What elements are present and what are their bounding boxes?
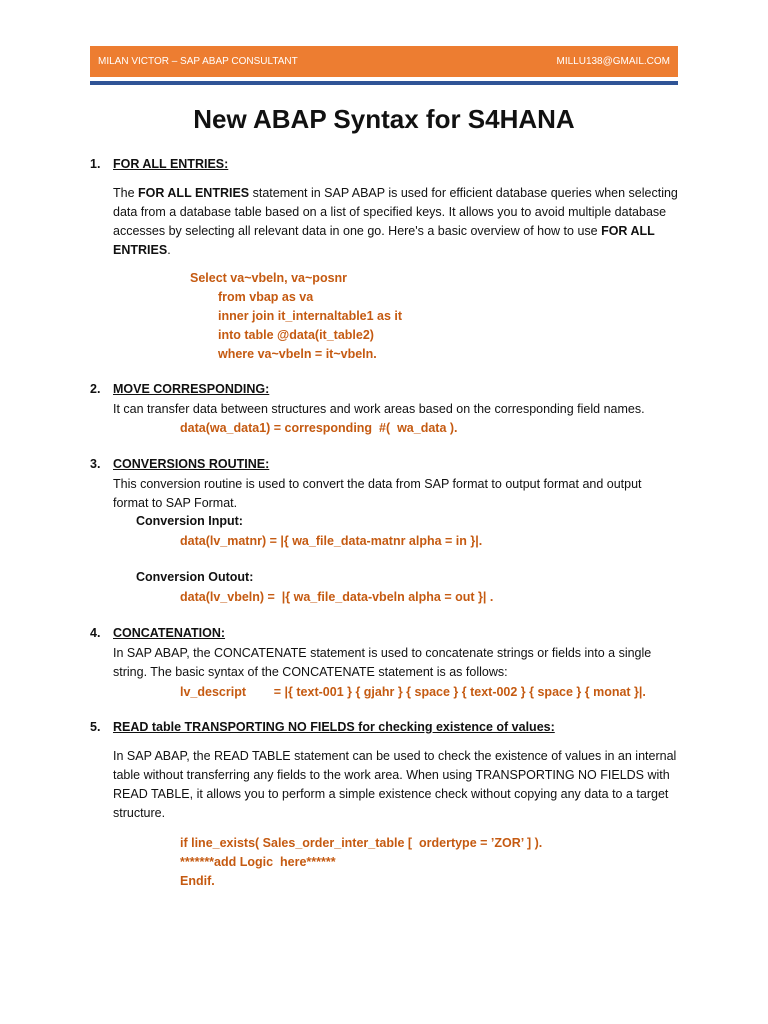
section-1-number: 1. [90,157,101,171]
section-4-number: 4. [90,626,101,640]
header-author: MILAN VICTOR – SAP ABAP CONSULTANT [98,56,298,67]
code-line: data(wa_data1) = corresponding #( wa_data ). [180,421,458,435]
section-3-title: CONVERSIONS ROUTINE: [113,457,270,471]
section-3-paragraph: This conversion routine is used to convert the data from SAP format to output format and output format to SAP Format. [113,477,642,510]
code-line: inner join it_internaltable1 as it [218,309,403,323]
section-5-number: 5. [90,720,101,734]
text-run: statement in SAP ABAP is used for efficient database queries when selecting data from a database table based on a list of specified keys. It allows you to avoid multiple database accesses by selecting all relevant data in one go. Here's a basic overview of how to use [113,186,678,238]
code-line: Select va~vbeln, va~posnr [190,271,348,285]
code-line: from vbap as va [218,290,314,304]
code-line: Endif. [180,874,215,888]
section-4-title: CONCATENATION: [113,626,226,640]
section-2-title: MOVE CORRESPONDING: [113,382,270,396]
section-4-paragraph: In SAP ABAP, the CONCATENATE statement is used to concatenate strings or fields into a single string. The basic syntax of the CONCATENATE statement is as follows: [113,646,652,679]
code-line: if line_exists( Sales_order_inter_table [ ordertype = ’ZOR’ ] ). [180,836,543,850]
text-run: The [113,186,139,200]
section-5-paragraph: In SAP ABAP, the READ TABLE statement can be used to check the existence of values in an internal table without transferring any fields to the work area. When using TRANSPORTING NO FIELDS with READ TABLE, it allows you to perform a simple existence check without copying any data to a target structure. [113,749,677,820]
section-1-title: FOR ALL ENTRIES: [113,157,229,171]
section-2-paragraph: It can transfer data between structures and work areas based on the corresponding field names. [113,402,645,416]
section-5-title: READ table TRANSPORTING NO FIELDS for checking existence of values: [113,720,555,734]
section-4-heading [90,626,225,640]
code-line: data(lv_matnr) = |{ wa_file_data-matnr alpha = in }|. [180,534,483,548]
keyword: FOR ALL ENTRIES [138,186,250,200]
section-2-number: 2. [90,382,101,396]
header-email: MILLU138@GMAIL.COM [556,56,670,67]
section-2-heading [90,382,269,396]
section-3-heading [90,457,269,471]
code-line: into table @data(it_table2) [218,328,374,342]
code-line: data(lv_vbeln) = |{ wa_file_data-vbeln alpha = out }| . [180,590,494,604]
code-line: *******add Logic here****** [180,855,336,869]
section-5-heading [90,720,555,734]
code-line: where va~vbeln = it~vbeln. [218,347,377,361]
section-1-paragraph [113,184,678,260]
header-rule [90,81,678,85]
section-3-number: 3. [90,457,101,471]
code-line: lv_descript = |{ text-001 } { gjahr } { space } { text-002 } { space } { monat }|. [180,685,646,699]
section-1-heading [90,157,228,171]
header-bar [90,46,678,77]
conversion-input-label: Conversion Input: [136,514,243,528]
text-run: . [167,243,171,257]
keyword: FOR ALL ENTRIES [113,224,655,257]
page-title: New ABAP Syntax for S4HANA [193,104,575,134]
conversion-output-label: Conversion Outout: [136,570,254,584]
